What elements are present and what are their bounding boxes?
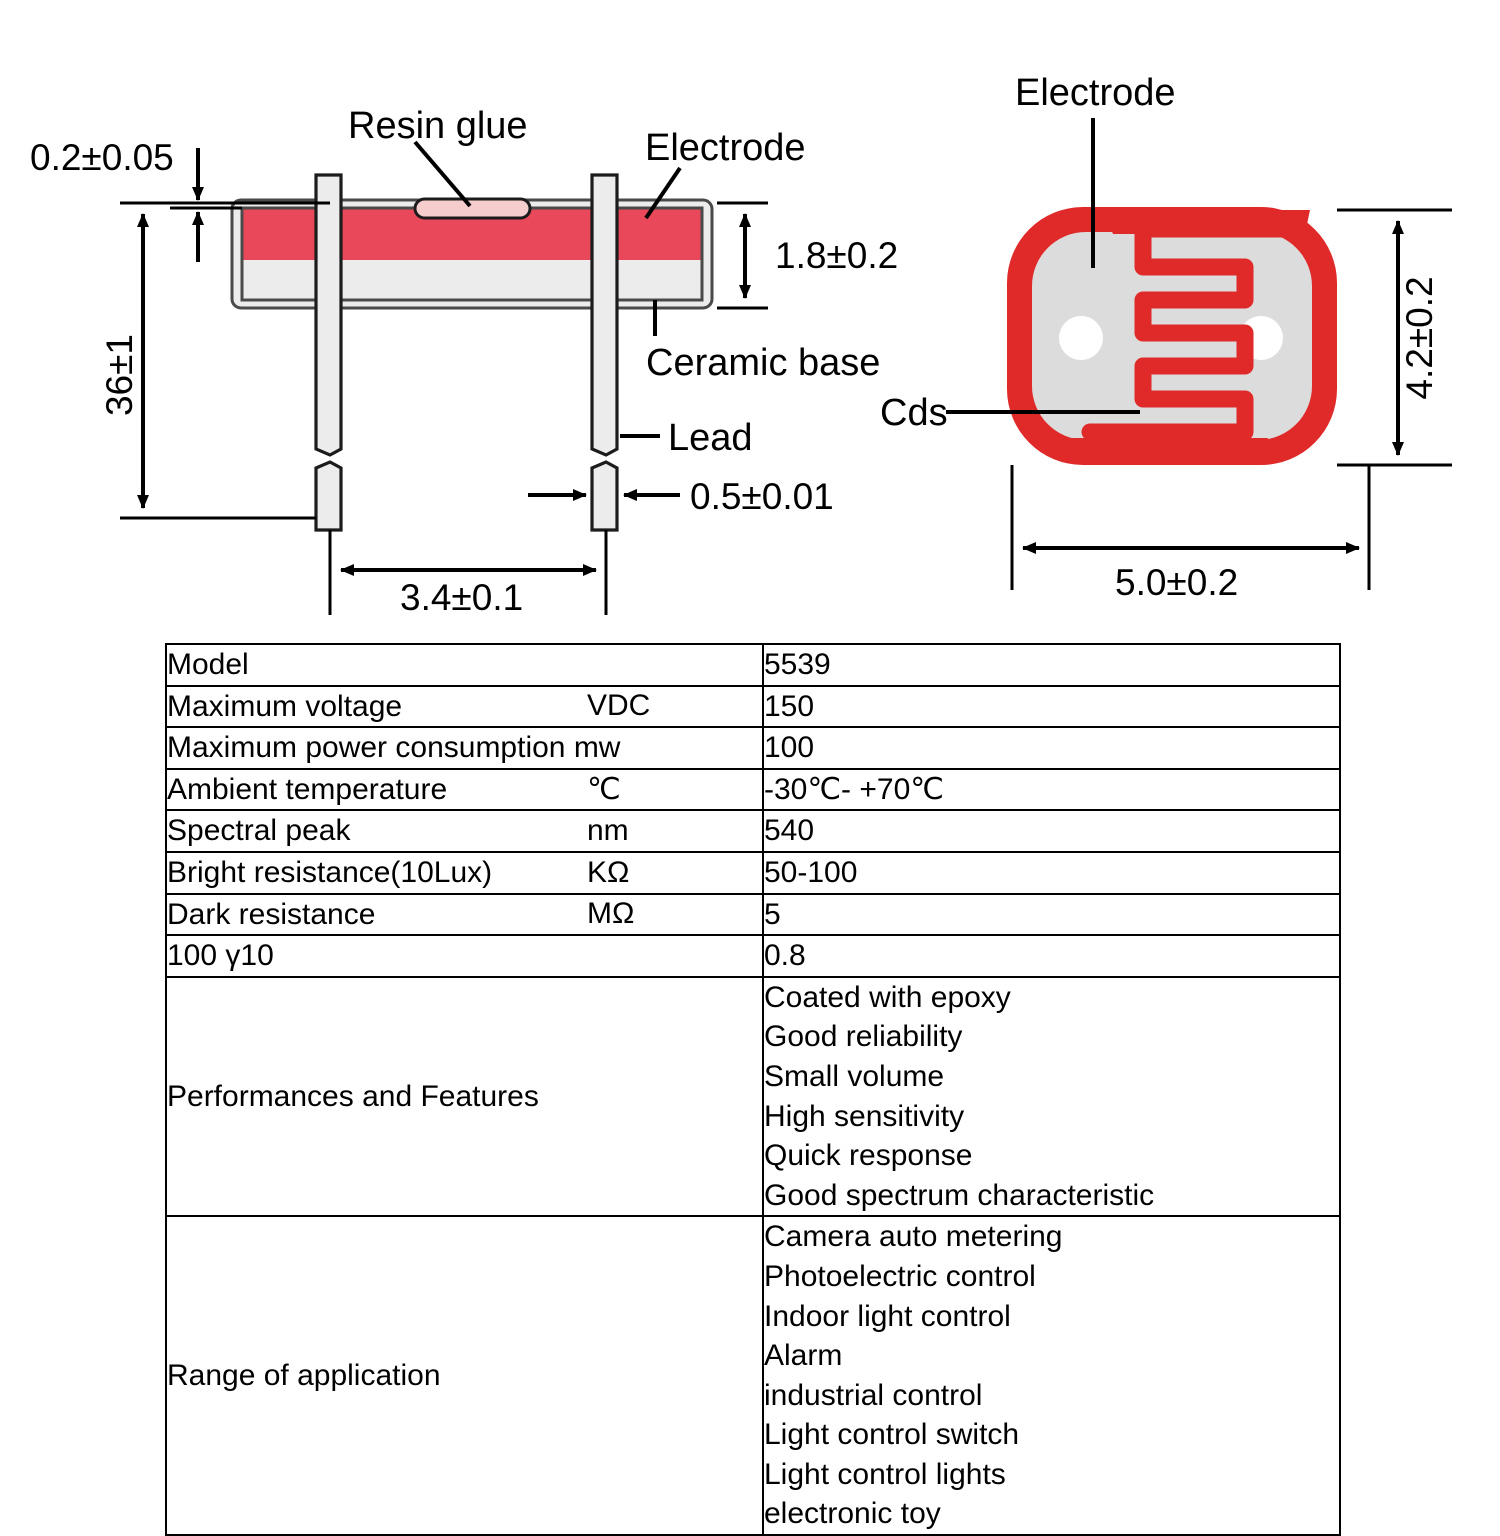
- param-unit: nm: [587, 814, 629, 848]
- list-item: Camera auto metering: [764, 1220, 1063, 1254]
- label-electrode-side: Electrode: [645, 127, 806, 169]
- param-cell: [166, 810, 763, 852]
- value-cell-performances: [763, 977, 1340, 1217]
- table-row: [166, 810, 1340, 852]
- value-cell: 150: [763, 686, 1340, 728]
- param-cell: [166, 686, 763, 728]
- list-item: Alarm: [764, 1339, 843, 1373]
- param-cell: [166, 894, 763, 936]
- list-item: electronic toy: [764, 1497, 941, 1531]
- list-item: Indoor light control: [764, 1299, 1011, 1333]
- param-unit: VDC: [587, 689, 651, 723]
- param-cell: [166, 644, 763, 686]
- dim-height-label: 36±1: [99, 333, 140, 417]
- param-cell: [166, 727, 763, 769]
- lead-left: [316, 175, 341, 530]
- param-unit: ℃: [587, 772, 621, 806]
- param-cell: [166, 852, 763, 894]
- param-label: Spectral peak: [167, 814, 351, 848]
- value-cell: 0.8: [763, 935, 1340, 977]
- leader-resin-glue: [415, 142, 470, 206]
- dim-lead-width-label: 0.5±0.01: [690, 476, 834, 517]
- resin-glue-shape: [415, 199, 530, 218]
- hole-left: [1059, 316, 1103, 360]
- list-item: Photoelectric control: [764, 1259, 1036, 1293]
- param-cell-applications: Range of application: [166, 1216, 763, 1535]
- param-cell: [166, 769, 763, 811]
- param-unit: KΩ: [587, 855, 630, 889]
- list-item: Light control lights: [764, 1457, 1006, 1491]
- list-item: Good spectrum characteristic: [764, 1178, 1155, 1212]
- spec-table-body: [166, 644, 1340, 1535]
- table-row: [166, 644, 1340, 686]
- electrode-bar-bottom: [1060, 438, 1268, 462]
- table-row: [166, 727, 1340, 769]
- table-row-performances: [166, 977, 1340, 1217]
- value-cell: 5539: [763, 644, 1340, 686]
- list-item: Good reliability: [764, 1020, 963, 1054]
- table-row: [166, 686, 1340, 728]
- label-resin-glue: Resin glue: [348, 105, 528, 147]
- specification-table: [165, 643, 1341, 1536]
- table-row: [166, 852, 1340, 894]
- param-unit: MΩ: [587, 897, 635, 931]
- dim-thickness-label: 0.2±0.05: [30, 137, 174, 178]
- value-cell: 50-100: [763, 852, 1340, 894]
- table-row: [166, 935, 1340, 977]
- param-label: Bright resistance(10Lux): [167, 855, 493, 889]
- dim-body-height-label: 1.8±0.2: [775, 235, 899, 276]
- label-lead: Lead: [668, 417, 753, 459]
- table-row: [166, 769, 1340, 811]
- list-item: High sensitivity: [764, 1099, 965, 1133]
- list-item: Light control switch: [764, 1418, 1020, 1452]
- value-cell: 540: [763, 810, 1340, 852]
- lead-right: [592, 175, 617, 530]
- table-row-applications: [166, 1216, 1340, 1535]
- side-view-drawing: [30, 105, 898, 618]
- param-label: Maximum power consumption mw: [167, 731, 621, 765]
- value-cell-applications: [763, 1216, 1340, 1535]
- param-label: 100 γ10: [167, 939, 274, 973]
- label-cds: Cds: [880, 392, 948, 434]
- value-cell: -30℃- +70℃: [763, 769, 1340, 811]
- label-ceramic-base: Ceramic base: [646, 342, 881, 384]
- drawings-area: [0, 0, 1500, 640]
- list-item: Quick response: [764, 1139, 973, 1173]
- param-cell: [166, 935, 763, 977]
- list-item: Coated with epoxy: [764, 980, 1011, 1014]
- list-item: industrial control: [764, 1378, 983, 1412]
- param-cell-performances: Performances and Features: [166, 977, 763, 1217]
- dim-front-height-label: 4.2±0.2: [1399, 276, 1440, 400]
- dim-lead-pitch-label: 3.4±0.1: [400, 577, 524, 618]
- dim-front-width-label: 5.0±0.2: [1115, 562, 1239, 603]
- param-label: Dark resistance: [167, 897, 376, 931]
- list-item: Small volume: [764, 1059, 945, 1093]
- label-electrode-front: Electrode: [1015, 72, 1176, 114]
- value-cell: 5: [763, 894, 1340, 936]
- param-label: Ambient temperature: [167, 772, 448, 806]
- param-label: Maximum voltage: [167, 689, 403, 723]
- value-cell: 100: [763, 727, 1340, 769]
- front-view-drawing: [880, 72, 1452, 603]
- table-row: [166, 894, 1340, 936]
- param-label: Model: [167, 648, 249, 681]
